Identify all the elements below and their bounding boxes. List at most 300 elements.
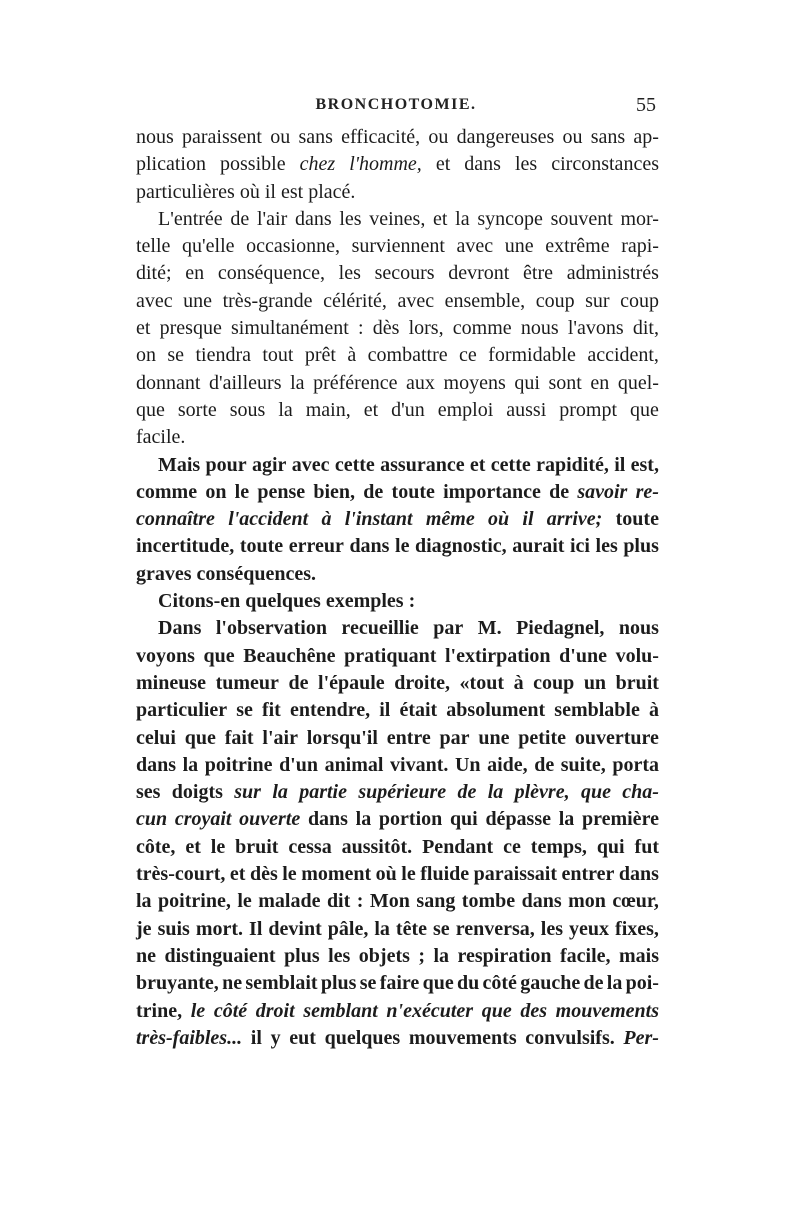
- word: de: [230, 207, 250, 230]
- word: il: [264, 180, 276, 203]
- word: fait: [224, 726, 254, 749]
- word: bien,: [313, 480, 356, 503]
- word: mais: [619, 944, 659, 967]
- word: paraissent: [182, 126, 262, 148]
- text-line: [136, 206, 659, 233]
- word: Pendant: [422, 835, 494, 858]
- word: tout: [262, 344, 294, 367]
- word: à: [648, 699, 659, 722]
- word: :: [356, 890, 364, 913]
- word: yeux: [569, 917, 610, 940]
- word: n'exécuter: [386, 999, 474, 1022]
- word: je: [136, 917, 152, 940]
- word: accident,: [587, 344, 659, 367]
- word: animal: [324, 753, 384, 776]
- word: et: [363, 398, 379, 421]
- word: dans: [521, 890, 562, 913]
- word: la: [374, 917, 390, 940]
- text-line: [136, 943, 659, 970]
- word: incertitude,: [136, 535, 235, 558]
- word: les: [338, 262, 361, 285]
- word: conséquence,: [217, 262, 325, 285]
- word: toute: [615, 508, 659, 531]
- word: l'homme,: [349, 153, 422, 176]
- word: ici: [570, 535, 590, 558]
- word: petite: [518, 726, 567, 749]
- word: entendre,: [289, 699, 371, 722]
- text-line: [136, 315, 659, 342]
- word: arrive;: [546, 508, 603, 531]
- text-line: [136, 615, 659, 642]
- word: et: [185, 835, 201, 858]
- word: plus: [284, 944, 320, 967]
- word: d'un: [279, 753, 318, 776]
- word: celui: [136, 726, 176, 749]
- word: droit: [255, 999, 295, 1022]
- word: les: [595, 535, 618, 558]
- word: il: [522, 508, 534, 531]
- word: eut: [289, 1026, 316, 1049]
- word: est: [280, 180, 304, 203]
- word: extrême: [545, 235, 610, 258]
- word: aurait: [512, 535, 565, 558]
- word: l'accident: [228, 508, 309, 531]
- body-text: [136, 124, 659, 1052]
- word: sous: [229, 398, 266, 421]
- text-line: [136, 233, 659, 260]
- word: doigts: [171, 781, 223, 804]
- word: cette: [490, 453, 531, 476]
- word: sont: [548, 371, 582, 394]
- word: semblait: [245, 972, 318, 995]
- word: et: [469, 453, 486, 476]
- word: facile,: [560, 944, 611, 967]
- word: pâle,: [327, 917, 369, 940]
- word: poi-: [625, 972, 659, 995]
- word: nous: [520, 317, 559, 340]
- word: supérieure: [358, 781, 447, 804]
- word: «tout: [459, 671, 504, 694]
- word: sur: [234, 781, 261, 804]
- word: dans: [464, 153, 501, 176]
- word: d'une: [559, 644, 607, 667]
- word: ap-: [633, 126, 659, 148]
- word: côte,: [136, 835, 176, 858]
- word: la: [433, 944, 450, 967]
- word: erreur: [288, 535, 344, 558]
- word: semblant: [303, 999, 378, 1022]
- word: l'air: [256, 207, 288, 230]
- word: tumeur: [215, 671, 279, 694]
- word: M.: [477, 617, 502, 640]
- word: Beauchêne: [243, 644, 336, 667]
- word: très-faibles...: [136, 1026, 243, 1049]
- word: dité;: [136, 262, 172, 285]
- word: Per-: [623, 1026, 659, 1049]
- word: L'entrée: [158, 207, 223, 230]
- word: qui: [514, 371, 540, 394]
- word: que: [481, 999, 512, 1022]
- word: cessa: [288, 835, 332, 858]
- word: aussi: [506, 398, 547, 421]
- word: formidable: [488, 344, 576, 367]
- word: mineuse: [136, 671, 206, 694]
- word: de: [549, 480, 570, 503]
- word: plication: [136, 153, 206, 176]
- word: porta: [612, 753, 659, 776]
- word: fut: [634, 835, 659, 858]
- word: mor-: [620, 207, 659, 230]
- word: en: [590, 371, 610, 394]
- word: être: [523, 262, 554, 285]
- word: la: [136, 890, 152, 913]
- word: à: [321, 508, 332, 531]
- word: la: [558, 808, 575, 831]
- word: volu-: [615, 644, 659, 667]
- word: la: [290, 371, 305, 394]
- word: assurance: [380, 453, 465, 476]
- word: agir: [252, 453, 287, 476]
- word: comme: [136, 480, 198, 503]
- word: main,: [305, 398, 351, 421]
- word: occasionne,: [246, 235, 340, 258]
- word: était: [399, 699, 438, 722]
- word: que: [580, 781, 611, 804]
- word: importance: [443, 480, 541, 503]
- word: il: [614, 453, 626, 476]
- word: aussitôt.: [341, 835, 413, 858]
- text-line: [136, 643, 659, 670]
- word: ne: [222, 972, 243, 995]
- word: distinguaient: [164, 944, 276, 967]
- word: donnant: [136, 371, 201, 394]
- word: quel-: [617, 371, 659, 394]
- word: avec: [397, 289, 435, 312]
- word: poitrine: [204, 753, 273, 776]
- word: convulsifs.: [525, 1026, 615, 1049]
- word: vivant.: [390, 753, 449, 776]
- word: pense: [257, 480, 306, 503]
- word: du: [456, 972, 480, 995]
- word: fluide: [420, 863, 470, 886]
- word: on: [136, 344, 156, 367]
- word: première: [581, 808, 659, 831]
- word: Dans: [158, 617, 202, 640]
- word: secours: [374, 262, 435, 285]
- word: lors,: [408, 317, 444, 340]
- text-line: [136, 834, 659, 861]
- word: la: [278, 398, 293, 421]
- word: quelques: [245, 590, 321, 613]
- word: que: [184, 726, 216, 749]
- word: dans: [294, 207, 332, 230]
- word: on: [205, 480, 227, 503]
- word: efficacité,: [341, 126, 421, 148]
- word: la: [455, 207, 470, 230]
- word: avec: [456, 235, 494, 258]
- word: se: [236, 699, 253, 722]
- word: veines,: [369, 207, 426, 230]
- word: en: [185, 262, 205, 285]
- word: la: [355, 808, 372, 831]
- text-line: [136, 506, 659, 533]
- word: dit,: [632, 317, 659, 340]
- word: est,: [630, 453, 659, 476]
- word: tombe: [461, 890, 516, 913]
- word: la: [182, 753, 199, 776]
- text-line: [136, 752, 659, 779]
- text-line: [136, 888, 659, 915]
- word: sans: [590, 126, 626, 148]
- word: simultanément: [231, 317, 349, 340]
- word: d'ailleurs: [209, 371, 282, 394]
- word: prompt: [559, 398, 618, 421]
- word: lorsqu'il: [306, 726, 378, 749]
- word: de: [288, 671, 309, 694]
- word: où: [239, 180, 260, 203]
- word: connaître: [136, 508, 215, 531]
- word: respiration: [457, 944, 552, 967]
- word: administrés: [566, 262, 659, 285]
- word: comme: [452, 317, 512, 340]
- word: cun: [136, 808, 168, 831]
- word: une: [183, 289, 213, 312]
- word: absolument: [446, 699, 546, 722]
- word: emploi: [437, 398, 494, 421]
- word: mouvements: [555, 999, 659, 1022]
- word: l'avons: [567, 317, 624, 340]
- word: Piedagnel,: [516, 617, 605, 640]
- word: possible: [220, 153, 286, 176]
- text-line: [136, 861, 659, 888]
- word: souvent: [550, 207, 613, 230]
- word: entrer: [561, 863, 615, 886]
- word: le: [210, 835, 226, 858]
- word: par: [433, 617, 464, 640]
- word: l'instant: [344, 508, 413, 531]
- word: ensemble,: [444, 289, 526, 312]
- text-line: [136, 479, 659, 506]
- word: le: [395, 535, 410, 558]
- word: conséquences.: [196, 562, 316, 585]
- word: que: [203, 644, 235, 667]
- word: Mon: [369, 890, 410, 913]
- word: et: [229, 863, 246, 886]
- word: temps,: [530, 835, 587, 858]
- word: chez: [299, 153, 336, 176]
- word: coup: [535, 289, 575, 312]
- word: cette: [334, 453, 375, 476]
- word: ses: [136, 781, 161, 804]
- word: et: [435, 153, 451, 176]
- word: partie: [299, 781, 347, 804]
- word: le: [237, 890, 252, 913]
- text-line: [136, 452, 659, 479]
- text-line: [136, 779, 659, 806]
- text-line: [136, 260, 659, 287]
- word: qui: [596, 835, 625, 858]
- word: dans: [618, 863, 659, 886]
- word: surviennent: [351, 235, 445, 258]
- word: le: [401, 863, 416, 886]
- word: ouverte: [239, 808, 301, 831]
- word: de: [457, 781, 477, 804]
- word: la: [272, 781, 288, 804]
- text-line: [136, 370, 659, 397]
- word: presque: [159, 317, 222, 340]
- word: particulières: [136, 180, 235, 203]
- word: dans: [349, 535, 390, 558]
- word: il: [379, 699, 391, 722]
- word: le: [282, 863, 297, 886]
- word: les: [540, 917, 563, 940]
- word: quelques: [324, 1026, 401, 1049]
- word: se: [167, 344, 185, 367]
- word: syncope: [477, 207, 543, 230]
- word: que: [136, 398, 165, 421]
- word: portion: [378, 808, 443, 831]
- word: facile.: [136, 426, 186, 449]
- word: semblable: [554, 699, 640, 722]
- word: que: [422, 972, 454, 995]
- word: très-grande: [222, 289, 313, 312]
- word: très-court,: [136, 863, 226, 886]
- word: y: [270, 1026, 281, 1049]
- word: dangereuses: [456, 126, 555, 148]
- word: graves: [136, 562, 192, 585]
- word: sorte: [177, 398, 217, 421]
- word: entre: [386, 726, 431, 749]
- word: recueillie: [341, 617, 419, 640]
- word: ou: [270, 126, 291, 148]
- running-title: BRONCHOTOMIE.: [315, 96, 477, 113]
- word: voyons: [136, 644, 195, 667]
- word: savoir: [577, 480, 628, 503]
- text-line: [136, 970, 659, 997]
- word: sur: [585, 289, 610, 312]
- word: plus: [320, 972, 357, 995]
- word: les: [515, 153, 538, 176]
- word: cha-: [622, 781, 659, 804]
- word: le: [190, 999, 206, 1022]
- text-line: [136, 533, 659, 560]
- word: devront: [448, 262, 510, 285]
- word: sang: [416, 890, 456, 913]
- word: les: [339, 207, 362, 230]
- text-line: [136, 288, 659, 315]
- word: dans: [307, 808, 348, 831]
- text-line: [136, 998, 659, 1025]
- word: droite,: [394, 671, 450, 694]
- word: nous: [618, 617, 659, 640]
- word: Il: [249, 917, 263, 940]
- word: bruit: [235, 835, 279, 858]
- word: des: [520, 999, 548, 1022]
- word: ce: [459, 344, 477, 367]
- word: qu'elle: [182, 235, 235, 258]
- word: sans: [298, 126, 333, 148]
- text-line: [136, 725, 659, 752]
- word: fixes,: [615, 917, 659, 940]
- word: toute: [239, 535, 284, 558]
- word: fit: [261, 699, 281, 722]
- word: trine,: [136, 999, 183, 1022]
- word: et: [136, 317, 151, 340]
- word: se: [359, 972, 377, 995]
- word: avec: [136, 289, 173, 312]
- word: préférence: [313, 371, 398, 394]
- text-line: [136, 670, 659, 697]
- word: suis: [157, 917, 190, 940]
- word: ce: [503, 835, 521, 858]
- word: la: [487, 781, 504, 804]
- word: telle: [136, 235, 171, 258]
- text-line: [136, 151, 659, 178]
- word: et: [433, 207, 448, 230]
- word: le: [234, 480, 250, 503]
- word: une: [478, 726, 510, 749]
- word: dès: [372, 317, 400, 340]
- word: objets: [358, 944, 410, 967]
- word: à: [513, 671, 524, 694]
- word: qui: [449, 808, 478, 831]
- word: ouverture: [574, 726, 659, 749]
- word: ou: [562, 126, 583, 148]
- word: un: [583, 671, 607, 694]
- word: tête: [395, 917, 427, 940]
- word: avec: [291, 453, 330, 476]
- word: coup: [620, 289, 659, 312]
- running-header: [136, 96, 656, 120]
- word: :: [408, 590, 416, 613]
- text-line: [136, 124, 659, 151]
- word: mouvements: [408, 1026, 517, 1049]
- word: faire: [379, 972, 420, 995]
- text-line: [136, 179, 659, 206]
- word: où: [487, 508, 510, 531]
- word: ou: [428, 126, 449, 148]
- word: rapi-: [621, 235, 659, 258]
- word: diagnostic,: [415, 535, 507, 558]
- word: moment: [301, 863, 372, 886]
- word: mon: [568, 890, 606, 913]
- word: une: [504, 235, 534, 258]
- word: Mais: [158, 453, 201, 476]
- word: suite,: [560, 753, 606, 776]
- word: célérité,: [323, 289, 387, 312]
- word: d'un: [391, 398, 425, 421]
- word: malade: [258, 890, 321, 913]
- text-line: [136, 424, 659, 451]
- word: re-: [635, 480, 659, 503]
- text-line: [136, 916, 659, 943]
- word: particulier: [136, 699, 228, 722]
- word: de: [583, 972, 604, 995]
- word: coup: [533, 671, 575, 694]
- word: la: [606, 972, 623, 995]
- text-line: [136, 697, 659, 724]
- word: il: [250, 1026, 262, 1049]
- word: l'épaule: [318, 671, 385, 694]
- word: plèvre,: [514, 781, 570, 804]
- word: placé.: [308, 180, 356, 203]
- word: par: [439, 726, 470, 749]
- word: poitrine,: [158, 890, 231, 913]
- word: pour: [205, 453, 247, 476]
- word: dès: [249, 863, 278, 886]
- word: Un: [454, 753, 481, 776]
- word: l'extirpation: [445, 644, 551, 667]
